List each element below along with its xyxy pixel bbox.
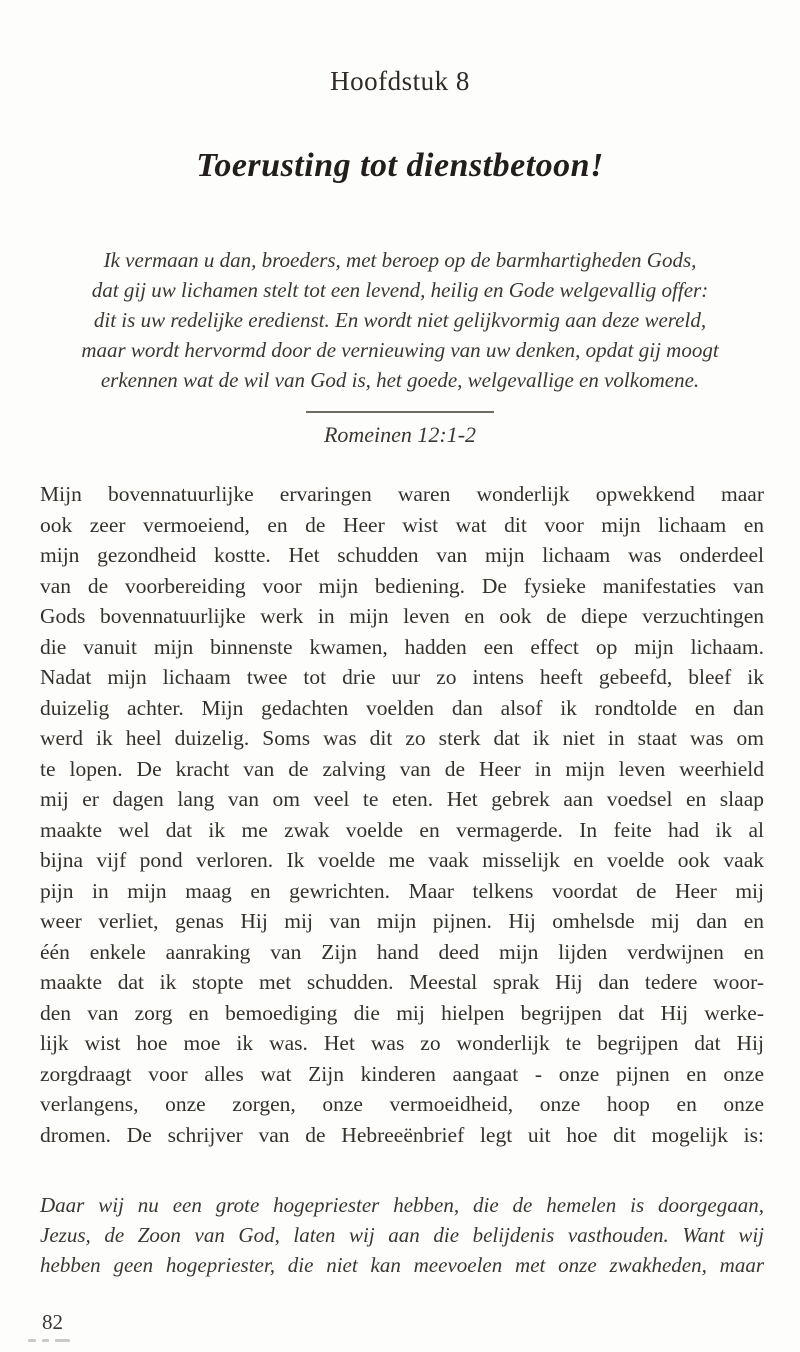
scan-artifact (28, 1339, 70, 1343)
epigraph-line: dat gij uw lichamen stelt tot een levend, heilig en Gode welgevallig offer: (91, 278, 709, 302)
quote-line: hebben geen hogepriester, die niet kan meevoelen met onze zwakheden, maar (40, 1253, 764, 1277)
body-line: Mijn bovennatuurlijke ervaringen waren wonderlijk opwekkend maar (40, 482, 764, 506)
body-line: ook zeer vermoeiend, en de Heer wist wat dit voor mijn lichaam en (40, 512, 764, 537)
body-line: bijna vijf pond verloren. Ik voelde me vaak misselijk en voelde ook vaak (40, 848, 764, 872)
body-line: te lopen. De kracht van de zalving van de Heer in mijn leven weerhield (40, 756, 764, 781)
scripture-reference: Romeinen 12:1-2 (323, 422, 477, 447)
body-line: verlangens, onze zorgen, onze vermoeidheid, onze hoop en onze (40, 1092, 764, 1116)
chapter-heading: Hoofdstuk 8 (330, 66, 470, 96)
body-line: maakte wel dat ik me zwak voelde en vermagerde. In feite had ik al (40, 817, 764, 842)
body-line: zorgdraagt voor alles wat Zijn kinderen aangaat - onze pijnen en onze (40, 1061, 764, 1086)
body-line: mij er dagen lang van om veel te eten. Het gebrek aan voedsel en slaap (40, 787, 764, 811)
closing-quote (40, 1190, 764, 1280)
body-line: Gods bovennatuurlijke werk in mijn leven en ook de diepe verzuchtingen (40, 604, 764, 628)
body-line: lijk wist hoe moe ik was. Het was zo wonderlijk te begrijpen dat Hij (40, 1031, 764, 1055)
body-line: die vanuit mijn binnenste kwamen, hadden een effect op mijn lichaam. (40, 634, 764, 659)
epigraph-line: dit is uw redelijke eredienst. En wordt niet gelijkvormig aan deze wereld, (93, 308, 707, 332)
epigraph-line: maar wordt hervormd door de vernieuwing van uw denken, opdat gij moogt (81, 338, 719, 362)
quote-line: Jezus, de Zoon van God, laten wij aan die belijdenis vasthouden. Want wij (40, 1223, 764, 1247)
body-line: mijn gezondheid kostte. Het schudden van mijn lichaam was onderdeel (40, 543, 764, 567)
page-number: 82 (42, 1310, 63, 1334)
body-line: Nadat mijn lichaam twee tot drie uur zo intens heeft gebeefd, bleef ik (40, 665, 764, 689)
quote-line: Daar wij nu een grote hogepriester hebben, die de hemelen is doorgegaan, (40, 1193, 764, 1217)
body-line: één enkele aanraking van Zijn hand deed mijn lijden verdwijnen en (40, 939, 764, 964)
epigraph-line: erkennen wat de wil van God is, het goede, welgevallige en volkomene. (100, 368, 700, 392)
body-line: dromen. De schrijver van de Hebreeënbrief legt uit hoe dit mogelijk is: (40, 1122, 764, 1147)
body-line: duizelig achter. Mijn gedachten voelden dan alsof ik rondtolde en dan (40, 695, 764, 720)
body-line: weer verliet, genas Hij mij van mijn pijnen. Hij omhelsde mij dan en (40, 909, 764, 933)
chapter-title: Toerusting tot dienstbetoon! (196, 147, 604, 184)
body-line: den van zorg en bemoediging die mij hielpen begrijpen dat Hij werke- (40, 1000, 764, 1025)
body-line: van de voorbereiding voor mijn bediening. De fysieke manifestaties van (40, 573, 764, 598)
epigraph-line: Ik vermaan u dan, broeders, met beroep op de barmhartigheden Gods, (103, 248, 697, 272)
body-line: maakte dat ik stopte met schudden. Meestal sprak Hij dan tedere woor- (40, 970, 764, 994)
body-paragraph (40, 479, 764, 1150)
body-line: werd ik heel duizelig. Soms was dit zo sterk dat ik niet in staat was om (40, 726, 764, 750)
divider-rule (306, 411, 494, 413)
epigraph (45, 245, 755, 395)
body-line: pijn in mijn maag en gewrichten. Maar telkens voordat de Heer mij (40, 878, 764, 903)
